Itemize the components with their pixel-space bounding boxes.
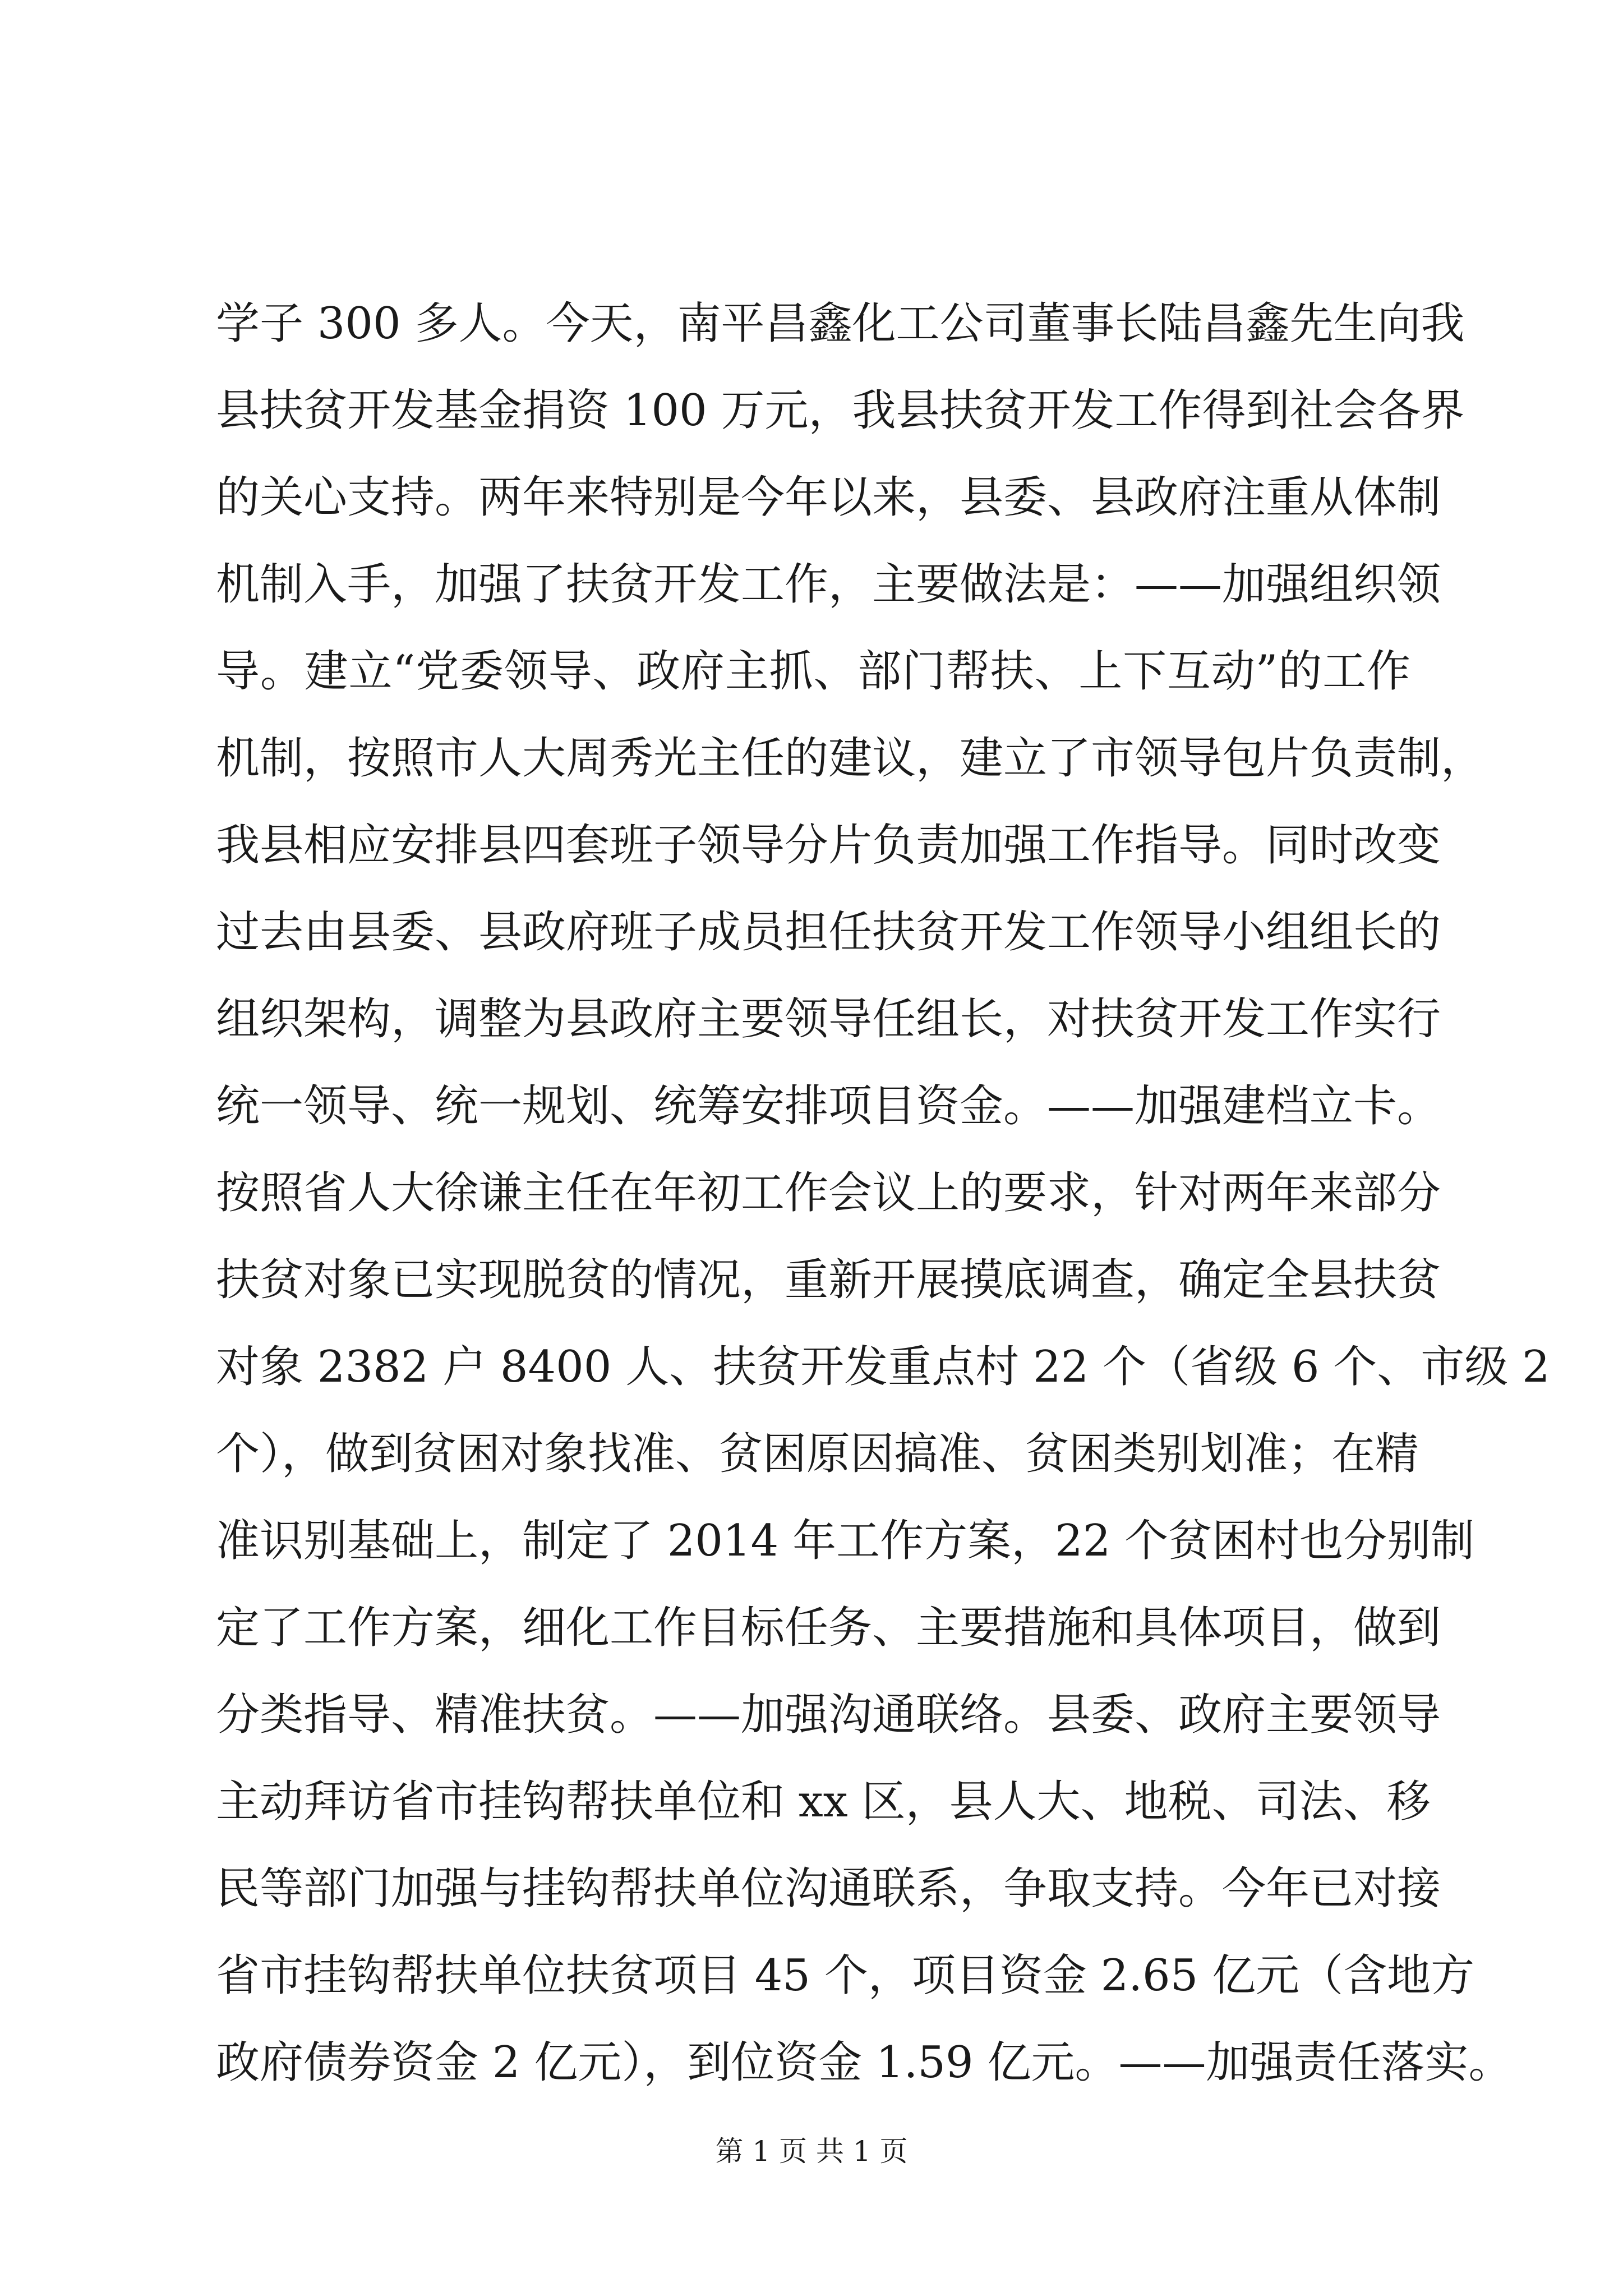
text-line: 我县相应安排县四套班子领导分片负责加强工作指导。同时改变 [216, 820, 1441, 871]
text-line: 统一领导、统一规划、统筹安排项目资金。——加强建档立卡。 [216, 1081, 1441, 1131]
text-line: 主动拜访省市挂钩帮扶单位和 xx 区，县人大、地税、司法、移 [216, 1777, 1431, 1827]
text-line: 机制入手，加强了扶贫开发工作，主要做法是：——加强组织领 [216, 559, 1441, 610]
text-line: 分类指导、精准扶贫。——加强沟通联络。县委、政府主要领导 [216, 1690, 1441, 1740]
text-line: 政府债券资金 2 亿元），到位资金 1.59 亿元。——加强责任落实。 [216, 2037, 1513, 2088]
text-line: 过去由县委、县政府班子成员担任扶贫开发工作领导小组组长的 [216, 907, 1441, 958]
text-line: 机制，按照市人大周秀光主任的建议，建立了市领导包片负责制， [216, 733, 1485, 784]
text-line: 对象 2382 户 8400 人、扶贫开发重点村 22 个（省级 6 个、市级 2 [216, 1342, 1550, 1392]
text-line: 学子 300 多人。今天，南平昌鑫化工公司董事长陆昌鑫先生向我 [216, 298, 1465, 349]
text-line: 准识别基础上，制定了 2014 年工作方案，22 个贫困村也分别制 [216, 1516, 1475, 1566]
text-line: 定了工作方案，细化工作目标任务、主要措施和具体项目，做到 [216, 1603, 1441, 1653]
text-line: 个），做到贫困对象找准、贫困原因搞准、贫困类别划准；在精 [216, 1429, 1419, 1479]
text-line: 的关心支持。两年来特别是今年以来，县委、县政府注重从体制 [216, 472, 1441, 523]
text-line: 组织架构，调整为县政府主要领导任组长，对扶贫开发工作实行 [216, 994, 1441, 1045]
text-line: 按照省人大徐谦主任在年初工作会议上的要求，针对两年来部分 [216, 1168, 1441, 1218]
text-line: 县扶贫开发基金捐资 100 万元，我县扶贫开发工作得到社会各界 [216, 385, 1465, 436]
text-line: 民等部门加强与挂钩帮扶单位沟通联系，争取支持。今年已对接 [216, 1864, 1441, 1914]
page-footer: 第 1 页 共 1 页 [715, 2135, 908, 2168]
text-line: 省市挂钩帮扶单位扶贫项目 45 个，项目资金 2.65 亿元（含地方 [216, 1950, 1475, 2001]
body-text [216, 280, 1550, 2106]
text-line: 导。建立“党委领导、政府主抓、部门帮扶、上下互动”的工作 [216, 646, 1410, 697]
text-line: 扶贫对象已实现脱贫的情况，重新开展摸底调查，确定全县扶贫 [216, 1255, 1441, 1305]
